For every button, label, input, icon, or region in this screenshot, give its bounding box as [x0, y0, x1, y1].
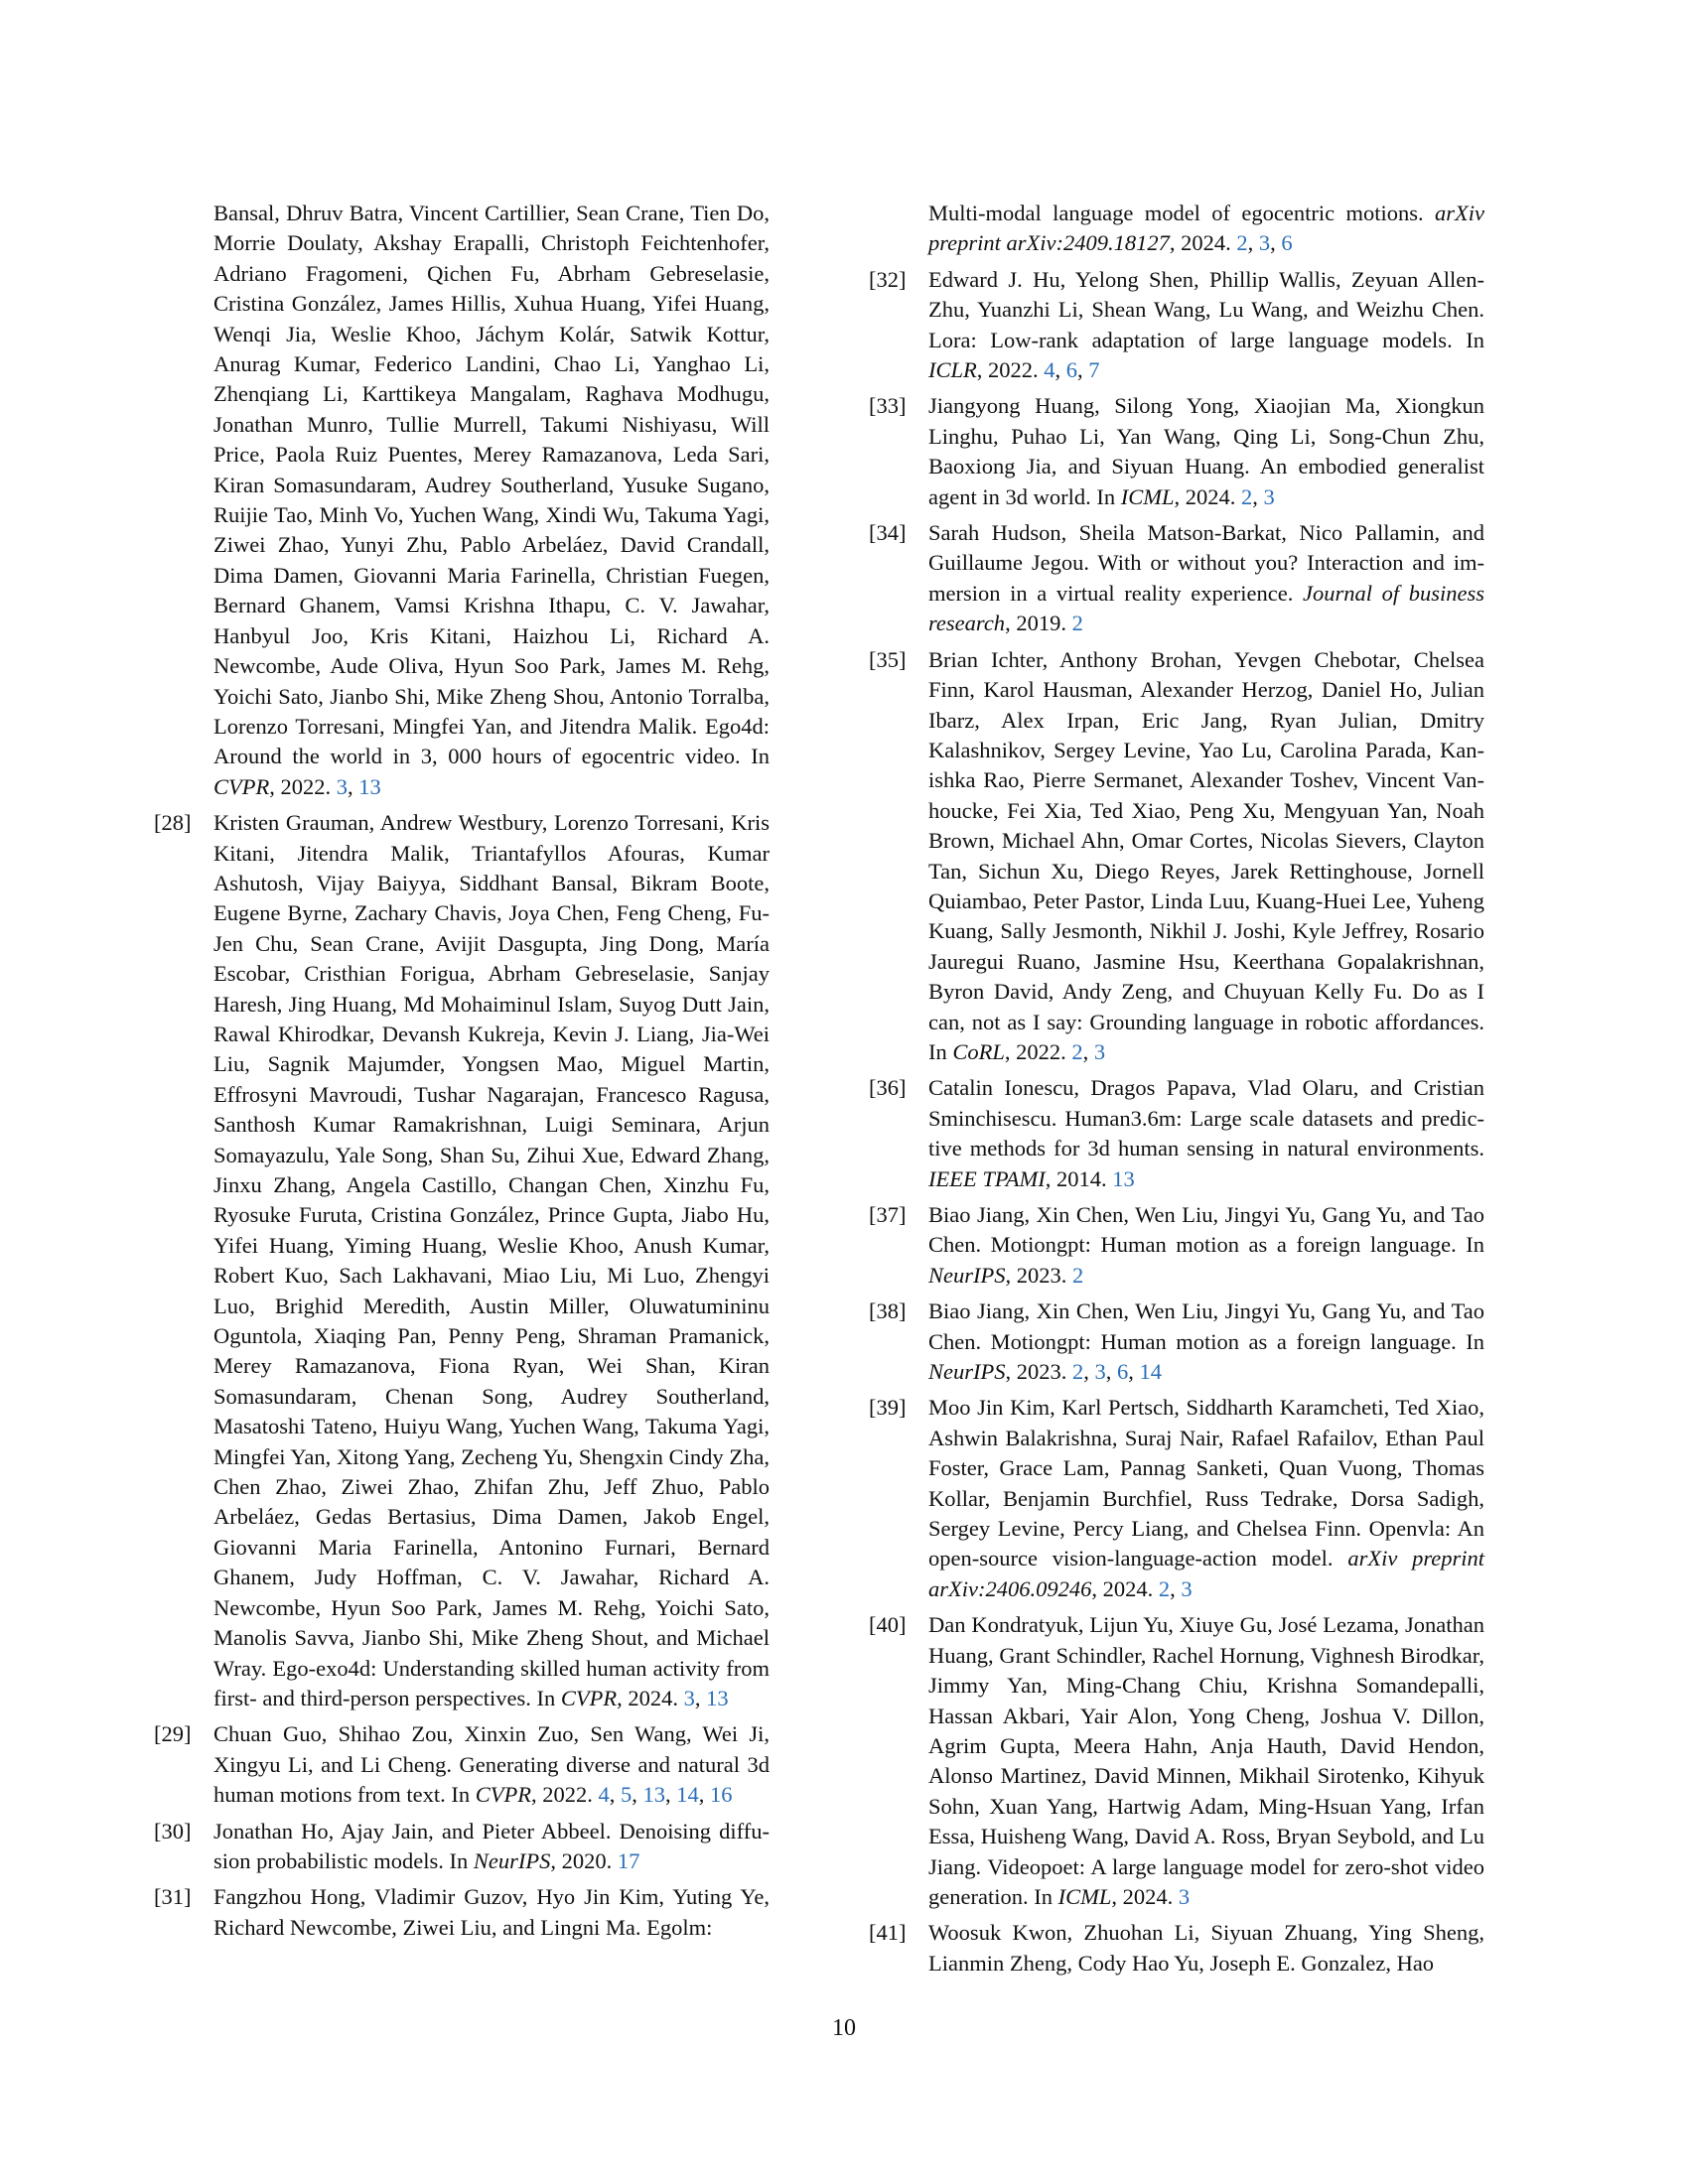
reference-number: [29] [154, 1721, 192, 1747]
reference-text: , [1247, 230, 1259, 256]
references-column-right [869, 199, 1484, 1984]
venue-text: NeurIPS [928, 1262, 1006, 1288]
page-backlink[interactable]: 3 [1258, 230, 1271, 256]
reference-entry [869, 645, 1484, 1068]
page-backlink[interactable]: 2 [1158, 1575, 1171, 1601]
page-backlink[interactable]: 3 [1263, 483, 1275, 509]
page-backlink[interactable]: 3 [1094, 1359, 1106, 1385]
reference-entry [869, 1073, 1484, 1194]
references-column-left [154, 199, 770, 1949]
page-backlink[interactable]: 7 [1088, 357, 1100, 383]
reference-text: , [1077, 357, 1089, 383]
reference-number: [37] [869, 1202, 907, 1227]
reference-number: [34] [869, 520, 907, 546]
reference-text: , 2024. [617, 1685, 684, 1710]
reference-text: , 2020. [550, 1847, 618, 1873]
reference-number: [35] [869, 646, 907, 672]
page-backlink[interactable]: 14 [676, 1782, 699, 1808]
reference-entry [869, 391, 1484, 512]
reference-text: Biao Jiang, Xin Chen, Wen Liu, Jingyi Yu, Gang Yu, and Tao Chen. Motiongpt: Human motion as a foreign language. In [928, 1298, 1484, 1354]
reference-text: , 2014. [1045, 1165, 1113, 1191]
reference-text: Catalin Ionescu, Dragos Papava, Vlad Olaru, and Cristian Sminchisescu. Human3.6m: Large scale datasets and predictive methods for 3d human sensing in natural environments. [928, 1075, 1484, 1161]
reference-text: , [1082, 1038, 1094, 1064]
reference-entry [154, 808, 770, 1713]
page-backlink[interactable]: 2 [1072, 1359, 1084, 1385]
venue-text: CVPR [213, 773, 270, 799]
page-backlink[interactable]: 2 [1071, 1038, 1083, 1064]
reference-text: Moo Jin Kim, Karl Pertsch, Siddharth Karamcheti, Ted Xiao, Ashwin Balakrishna, Suraj Nair, Rafael Rafailov, Ethan Paul Foster, Grace Lam, Pannag Sanketi, Quan Vuong, Thomas Kollar, Benjamin Burchfiel, Russ Tedrake, Dorsa Sadigh, Sergey Levine, Percy Liang, and Chelsea Finn. Openvla: An open-source vision-language-action model. [928, 1395, 1484, 1571]
reference-entry [154, 199, 770, 802]
reference-entry [869, 1393, 1484, 1604]
page-backlink[interactable]: 17 [617, 1847, 640, 1873]
reference-text: Dan Kondratyuk, Lijun Yu, Xiuye Gu, José Lezama, Jonathan Huang, Grant Schindler, Rachel Hornung, Vighnesh Birodkar, Jimmy Yan, Ming-Chang Chiu, Krishna Somandepalli, Hassan Akbari, Yair Alon, Yong Cheng, Joshua V. Dillon, Agrim Gupta, Meera Hahn, Anja Hauth, David Hendon, Alonso Martinez, David Minnen, Mikhail Sirotenko, Kihyuk Sohn, Xuan Yang, Hartwig Adam, Ming-Hsuan Yang, Irfan Essa, Huisheng Wang, David A. Ross, Bryan Seybold, and Lu Jiang. Videopoet: A large language model for zero-shot video generation. In [928, 1612, 1484, 1909]
reference-text: , [664, 1782, 677, 1808]
reference-text: Jiangyong Huang, Silong Yong, Xiaojian Ma, Xiongkun Linghu, Puhao Li, Yan Wang, Qing Li, Song-Chun Zhu, Baoxiong Jia, and Siyuan Huang. An embodied generalist agent in 3d world. In [928, 393, 1484, 509]
page-backlink[interactable]: 6 [1065, 357, 1078, 383]
reference-entry [154, 1719, 770, 1810]
page-backlink[interactable]: 3 [1178, 1883, 1191, 1909]
reference-text: , 2024. [1174, 483, 1241, 509]
venue-text: Journal of business research [928, 580, 1484, 636]
reference-entry [869, 265, 1484, 386]
reference-text: , [1083, 1359, 1095, 1385]
reference-text: Sarah Hudson, Sheila Matson-Barkat, Nico Pallamin, and Guillaume Jegou. With or without you? Interaction and immersion in a virtual reality experience. [928, 520, 1484, 606]
reference-number: [41] [869, 1920, 907, 1946]
venue-text: NeurIPS [473, 1847, 551, 1873]
reference-text: Biao Jiang, Xin Chen, Wen Liu, Jingyi Yu, Gang Yu, and Tao Chen. Motiongpt: Human motion as a foreign language. In [928, 1202, 1484, 1258]
venue-text: IEEE TPAMI [928, 1165, 1046, 1191]
reference-text: , 2023. [1005, 1262, 1072, 1288]
reference-number: [39] [869, 1395, 907, 1421]
venue-text: CVPR [560, 1685, 618, 1710]
reference-entry [869, 1200, 1484, 1291]
venue-text: CVPR [475, 1782, 531, 1808]
reference-text: , [1252, 483, 1264, 509]
reference-text: , [1128, 1359, 1140, 1385]
reference-number: [33] [869, 393, 907, 419]
reference-number: [30] [154, 1818, 192, 1843]
reference-text: , [632, 1782, 643, 1808]
reference-entry [869, 1297, 1484, 1387]
reference-text: , [1105, 1359, 1117, 1385]
page-backlink[interactable]: 3 [1093, 1038, 1106, 1064]
reference-entry [154, 1882, 770, 1943]
reference-text: Fangzhou Hong, Vladimir Guzov, Hyo Jin Kim, Yuting Ye, Richard Newcombe, Ziwei Liu, and Lingni Ma. Egolm: [213, 1884, 770, 1940]
reference-text: Kristen Grauman, Andrew Westbury, Lorenzo Torresani, Kris Kitani, Jitendra Malik, Triantafyllos Afouras, Kumar Ashutosh, Vijay Baiyya, Siddhant Bansal, Bikram Boote, Eugene Byrne, Zachary Chavis, Joya Chen, Feng Cheng, Fu-Jen Chu, Sean Crane, Avijit Dasgupta, Jing Dong, María Escobar, Cristhian Forigua, Abrham Gebreselasie, Sanjay Haresh, Jing Huang, Md Mohaiminul Islam, Suyog Dutt Jain, Rawal Khirodkar, Devansh Kukreja, Kevin J. Liang, Jia-Wei Liu, Sagnik Majumder, Yongsen Mao, Miguel Martin, Effrosyni Mavroudi, Tushar Nagarajan, Francesco Ragusa, Santhosh Kumar Ramakrishnan, Luigi Seminara, Arjun Somayazulu, Yale Song, Shan Su, Zihui Xue, Edward Zhang, Jinxu Zhang, Angela Castillo, Changan Chen, Xinzhu Fu, Ryosuke Furuta, Cristina González, Prince Gupta, Jiabo Hu, Yifei Huang, Yiming Huang, Weslie Khoo, Anush Kumar, Robert Kuo, Sach Lakhavani, Miao Liu, Mi Luo, Zhengyi Luo, Brighid Meredith, Austin Miller, Oluwatumininu Oguntola, Xiaqing Pan, Penny Peng, Shraman Pramanick, Merey Ramazanova, Fiona Ryan, Wei Shan, Kiran Somasundaram, Chenan Song, Audrey Southerland, Masatoshi Tateno, Huiyu Wang, Yuchen Wang, Takuma Yagi, Mingfei Yan, Xitong Yang, Zecheng Yu, Shengxin Cindy Zha, Chen Zhao, Ziwei Zhao, Zhifan Zhu, Jeff Zhuo, Pablo Arbeláez, Gedas Bertasius, Dima Damen, Jakob Engel, Giovanni Maria Farinella, Antonino Furnari, Bernard Ghanem, Judy Hoffman, C. V. Jawahar, Richard A. Newcombe, Hyun Soo Park, James M. Rehg, Yoichi Sato, Manolis Savva, Jianbo Shi, Mike Zheng Shout, and Michael Wray. Ego-exo4d: Understanding skilled human activity from first- and third-person perspectives. In [213, 810, 770, 1710]
reference-number: [36] [869, 1075, 907, 1101]
reference-text: , [1270, 230, 1282, 256]
reference-entry [869, 1918, 1484, 1979]
reference-text: , 2022. [1004, 1038, 1072, 1064]
page-backlink[interactable]: 5 [620, 1782, 633, 1808]
reference-text: , [1055, 357, 1066, 383]
page-backlink[interactable]: 2 [1072, 1262, 1084, 1288]
reference-number: [28] [154, 810, 192, 836]
reference-text: , 2024. [1169, 230, 1237, 256]
reference-text: Jonathan Ho, Ajay Jain, and Pieter Abbeel. Denoising diffusion probabilistic models. In [213, 1818, 770, 1873]
reference-text: Edward J. Hu, Yelong Shen, Phillip Wallis, Zeyuan Allen-Zhu, Yuanzhi Li, Shean Wang, Lu Wang, and Weizhu Chen. Lora: Low-rank adaptation of large language models. In [928, 266, 1484, 352]
venue-text: ICML [1120, 483, 1175, 509]
reference-text: Bansal, Dhruv Batra, Vincent Cartillier, Sean Crane, Tien Do, Morrie Doulaty, Akshay Erapalli, Christoph Feichtenhofer, Adriano Fragomeni, Qichen Fu, Abrham Gebreselasie, Cristina González, James Hillis, Xuhua Huang, Yifei Huang, Wenqi Jia, Weslie Khoo, Jáchym Kolár, Satwik Kottur, Anurag Kumar, Federico Landini, Chao Li, Yanghao Li, Zhenqiang Li, Karttikeya Mangalam, Raghava Modhugu, Jonathan Munro, Tullie Murrell, Takumi Nishiyasu, Will Price, Paola Ruiz Puentes, Merey Ramazanova, Leda Sari, Kiran Somasundaram, Audrey Southerland, Yusuke Sugano, Ruijie Tao, Minh Vo, Yuchen Wang, Xindi Wu, Takuma Yagi, Ziwei Zhao, Yunyi Zhu, Pablo Arbeláez, David Crandall, Dima Damen, Giovanni Maria Farinella, Christian Fuegen, Bernard Ghanem, Vamsi Krishna Ithapu, C. V. Jawahar, Hanbyul Joo, Kris Kitani, Haizhou Li, Richard A. Newcombe, Aude Oliva, Hyun Soo Park, James M. Rehg, Yoichi Sato, Jianbo Shi, Mike Zheng Shou, Antonio Torralba, Lorenzo Torresani, Mingfei Yan, and Jitendra Malik. Ego4d: Around the world in 3, 000 hours of egocentric video. In [213, 201, 770, 769]
reference-text: , 2022. [530, 1782, 599, 1808]
reference-text: , [348, 773, 359, 799]
venue-text: ICML [1057, 1883, 1112, 1909]
reference-text: Multi-modal language model of egocentric motions. [928, 201, 1435, 225]
page-backlink[interactable]: 6 [1117, 1359, 1129, 1385]
page-backlink[interactable]: 2 [1240, 483, 1253, 509]
reference-entry [869, 518, 1484, 639]
page-backlink[interactable]: 14 [1139, 1359, 1162, 1385]
page-backlink[interactable]: 4 [1044, 357, 1055, 383]
reference-text: , 2024. [1111, 1883, 1179, 1909]
page-backlink[interactable]: 3 [683, 1685, 695, 1710]
reference-text: , 2024. [1091, 1575, 1159, 1601]
reference-number: [40] [869, 1612, 907, 1638]
reference-text: Woosuk Kwon, Zhuohan Li, Siyuan Zhuang, Ying Sheng, Lianmin Zheng, Cody Hao Yu, Joseph E. Gonzalez, Hao [928, 1920, 1484, 1976]
page-backlink[interactable]: 13 [642, 1782, 665, 1808]
reference-text: , 2022. [976, 357, 1045, 383]
page-backlink[interactable]: 4 [598, 1782, 610, 1808]
venue-text: arXiv preprint arXiv:2409.18127 [928, 201, 1484, 256]
venue-text: CoRL [952, 1038, 1005, 1064]
reference-number: [31] [154, 1884, 192, 1910]
reference-text: , 2022. [269, 773, 337, 799]
venue-text: arXiv preprint arXiv:2406.09246 [928, 1546, 1485, 1601]
reference-text: , [694, 1685, 707, 1710]
page-number: 10 [832, 2015, 856, 2041]
reference-text: , 2019. [1005, 611, 1072, 636]
page-backlink[interactable]: 2 [1236, 230, 1248, 256]
reference-text: , [609, 1782, 621, 1808]
venue-text: ICLR [928, 357, 977, 383]
reference-text: , [1170, 1575, 1182, 1601]
page-backlink[interactable]: 3 [336, 773, 348, 799]
page-backlink[interactable]: 13 [1112, 1165, 1135, 1191]
reference-entry [869, 1610, 1484, 1912]
page-backlink[interactable]: 6 [1281, 230, 1293, 256]
page-backlink[interactable]: 16 [709, 1782, 733, 1808]
reference-text: , 2023. [1005, 1359, 1072, 1385]
page-backlink[interactable]: 2 [1071, 611, 1083, 636]
reference-number: [38] [869, 1298, 907, 1324]
venue-text: NeurIPS [928, 1359, 1006, 1385]
reference-number: [32] [869, 266, 907, 292]
page-backlink[interactable]: 3 [1181, 1575, 1193, 1601]
reference-text: Brian Ichter, Anthony Brohan, Yevgen Chebotar, Chelsea Finn, Karol Hausman, Alexander Herzog, Daniel Ho, Julian Ibarz, Alex Irpan, Eric Jang, Ryan Julian, Dmitry Kalashnikov, Sergey Levine, Yao Lu, Carolina Parada, Kanishka Rao, Pierre Sermanet, Alexander Toshev, Vincent Vanhoucke, Fei Xia, Ted Xiao, Peng Xu, Mengyuan Yan, Noah Brown, Michael Ahn, Omar Cortes, Nicolas Sievers, Clayton Tan, Sichun Xu, Diego Reyes, Jarek Rettinghouse, Jornell Quiambao, Peter Pastor, Linda Luu, Kuang-Huei Lee, Yuheng Kuang, Sally Jesmonth, Nikhil J. Joshi, Kyle Jeffrey, Rosario Jauregui Ruano, Jasmine Hsu, Keerthana Gopalakrishnan, Byron David, Andy Zeng, and Chuyuan Kelly Fu. Do as I can, not as I say: Grounding language in robotic affordances. In [928, 646, 1484, 1064]
reference-text: , [698, 1782, 710, 1808]
page-backlink[interactable]: 13 [358, 773, 381, 799]
reference-entry [869, 199, 1484, 259]
reference-text: Chuan Guo, Shihao Zou, Xinxin Zuo, Sen Wang, Wei Ji, Xingyu Li, and Li Cheng. Generating diverse and natural 3d human motions from text. In [213, 1721, 770, 1808]
page-backlink[interactable]: 13 [706, 1685, 729, 1710]
reference-entry [154, 1817, 770, 1877]
